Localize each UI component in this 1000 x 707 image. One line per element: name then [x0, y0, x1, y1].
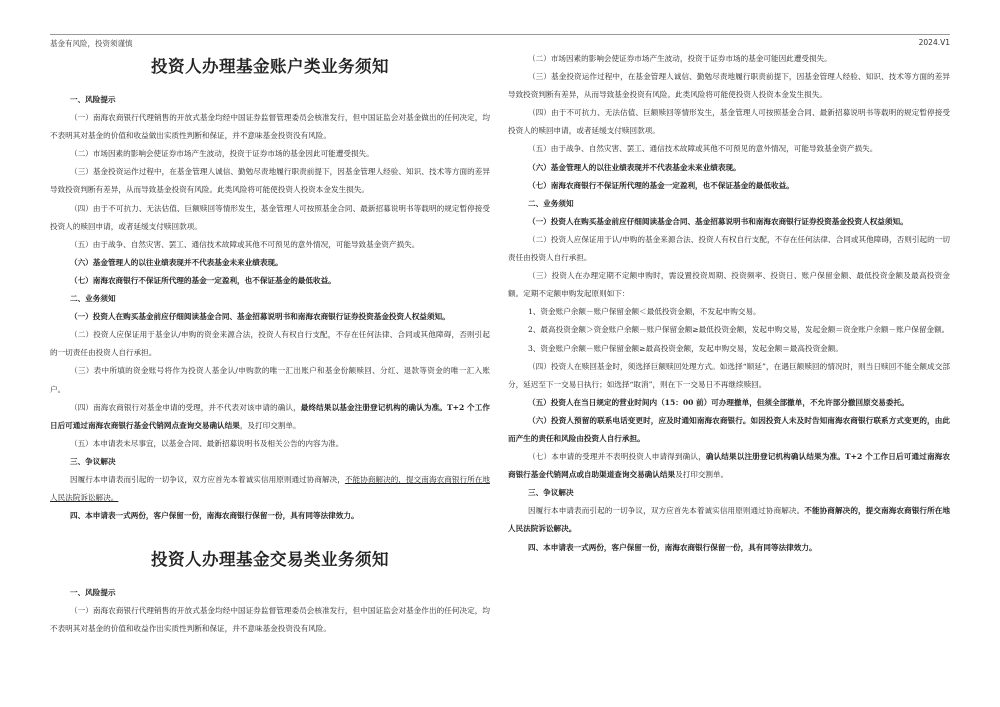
trade-risk-3: （三）基金投资运作过程中，在基金管理人诚信、勤勉尽责地履行职责前提下，因基金管理人经验、知识、技术等方面的差异导致投资判断有差异，从而导致基金投资有风险。此类风险将可能使投资人投资本金发生损失。: [508, 72, 950, 100]
trade-biz-7: [508, 448, 950, 484]
trade-biz-7-c: 及打印交割单。: [675, 470, 729, 480]
trade-risk-2: （二）市场因素的影响会使证券市场产生波动，投资于证券市场的基金可能因此遭受损失。: [528, 54, 832, 63]
account-notice-title: 投资人办理基金账户类业务须知: [151, 57, 389, 76]
trade-biz-2: （二）投资人应保证用于认/申购的基金来源合法、投资人有权自行支配，不存在任何法律、合同或其他障碍，否则引起的一切责任由投资人自行承担。: [508, 234, 950, 263]
trade-notice-title: 投资人办理基金交易类业务须知: [151, 550, 389, 570]
account-biz-4-b: 最终结果以基金注册登记机构的确认为准。T+2 个工作日后可通过南海农商银行基金代销网点查询交易确认结果: [50, 402, 490, 430]
account-risk-4: （四）由于不可抗力、无法估值、巨额赎回等情形发生，基金管理人可按照基金合同、最新招募说明书等载明的规定暂停接受投资人的赎回申请，或者延缓支付赎回款项。: [50, 203, 490, 231]
trade-risk-7: （七）南海农商银行不保证所代理的基金一定盈利，也不保证基金的最低收益。: [528, 180, 794, 190]
account-risk-5: （五）由于战争、自然灾害、罢工、通信技术故障或其他不可预见的意外情况，可能导致基金资产损失。: [70, 239, 420, 249]
trade-biz-heading: 二、业务须知: [528, 198, 574, 208]
account-copies: 四、本申请表一式两份，客户保留一份，南海农商银行保留一份，具有同等法律效力。: [70, 511, 359, 521]
trade-biz-5: （五）投资人在当日规定的营业时间内（15：00 前）可办理撤单，但须全部撤单，不允许部分撤回原交易委托。: [528, 397, 909, 407]
trade-dispute-b: 不能协商解决的，提交南海农商银行所在地人民法院诉讼解决。: [508, 506, 951, 534]
account-biz-4-c: ，及打印交割单。: [239, 420, 301, 430]
account-risk-3: （三）基金投资运作过程中，在基金管理人诚信、勤勉尽责地履行职责前提下，因基金管理人经验、知识、技术等方面的差异导致投资判断有差异，从而导致基金投资有风险。此类风险将可能使投资人投资本金发生损失。: [50, 167, 490, 195]
trade-biz-4: （四）投资人在赎回基金时，须选择巨额赎回处理方式。如选择“顺延”，在遇巨额赎回的情况时，则当日赎回不能全额成交部分，延迟至下一交易日执行；如选择“取消”，则在下一交易日不再继续赎回。: [508, 361, 950, 389]
trade-rule-2: 2、最高投资金额＞资金账户余额－账户保留金额≥最低投资金额，发起申购交易，发起金额＝资金账户余额－账户保留金额。: [528, 325, 950, 335]
account-biz-4: [50, 399, 490, 435]
account-dispute-a: 因履行本申请表而引起的一切争议，双方应首先本着诚实信用原则通过协商解决，: [70, 474, 345, 484]
trade-dispute-a: 因履行本申请表而引起的一切争议，双方应首先本着诚实信用原则通过协商解决。: [528, 506, 805, 516]
account-dispute: [50, 471, 490, 507]
account-biz-heading: 二、业务须知: [70, 294, 116, 304]
trade-dispute: [508, 502, 950, 538]
trade-biz-7-b: 确认结果以注册登记机构确认结果为准。T+2 个工作日后可通过南海农商银行基金代销网点或自助渠道查询交易确认结果: [508, 452, 951, 480]
trade-risk-1: （一）南海农商银行代理销售的开放式基金均经中国证券监督管理委员会核准发行，但中国证监会对基金作出的任何决定，均不表明其对基金的价值和收益作出实质性判断和保证，并不意味基金投资没有风险。: [50, 606, 490, 634]
account-risk-1: （一）南海农商银行代理销售的开放式基金均经中国证券监督管理委员会核准发行，但中国证监会对基金做出的任何决定，均不表明其对基金的价值和收益做出实质性判断和保证，并不意味基金投资没有风险。: [50, 113, 490, 141]
trade-risk-5: （五）由于战争、自然灾害、罢工、通信技术故障或其他不可预见的意外情况，可能导致基金资产损失。: [528, 144, 878, 154]
header-version: 2024.V1: [918, 38, 950, 47]
trade-risk-6: （六）基金管理人的以往业绩表现并不代表基金未来业绩表现。: [528, 162, 741, 172]
trade-biz-1: （一）投资人在购买基金前应仔细阅读基金合同、基金招募说明书和南海农商银行证券投资基金投资人权益须知。: [528, 216, 908, 226]
trade-rule-3: 3、资金账户余额－账户保留金额≥最高投资金额，发起申购交易，发起金额＝最高投资金额。: [528, 343, 843, 353]
trade-risk-4: （四）由于不可抗力、无法估值、巨额赎回等情形发生，基金管理人可按照基金合同、最新招募说明书等载明的规定暂停接受投资人的赎回申请，或者延缓支付赎回款项。: [508, 108, 950, 136]
account-risk-heading: 一、风险提示: [70, 95, 116, 104]
trade-dispute-heading: 三、争议解决: [528, 488, 574, 498]
trade-rule-1: 1、资金账户余额－账户保留金额＜最低投资金额，不发起申购交易。: [528, 307, 761, 317]
trade-biz-6: （六）投资人预留的联系电话变更时，应及时通知南海农商银行。如因投资人未及时告知南海农商银行联系方式变更的，由此而产生的责任和风险由投资人自行承担。: [508, 415, 950, 443]
trade-biz-3: （三）投资人在办理定期不定额申购时，需设置投资周期、投资频率、投资日、账户保留金额、最低投资金额及最高投资金额。定期不定额申购发起原则如下：: [508, 271, 950, 299]
account-dispute-b: 不能协商解决的，提交南海农商银行所在地人民法院诉讼解决。: [50, 474, 490, 503]
trade-risk-heading: 一、风险提示: [70, 588, 116, 598]
account-biz-4-a: （四）南海农商银行对基金申请的受理，并不代表对该申请的确认，: [70, 402, 301, 412]
left-column: [50, 50, 490, 639]
right-column: [508, 50, 950, 557]
trade-biz-7-a: （七）本申请的受理并不表明投资人申请得到确认，: [528, 452, 706, 462]
account-risk-2: （二）市场因素的影响会使证券市场产生波动，投资于证券市场的基金因此可能遭受损失。: [70, 149, 374, 159]
trade-copies: 四、本申请表一式两份，客户保留一份，南海农商银行保留一份，具有同等法律效力。: [528, 542, 817, 552]
account-biz-2: （二）投资人应保证用于基金认/申购的资金来源合法，投资人有权自行支配，不存在任何法律、合同或其他障碍，否则引起的一切责任由投资人自行承担。: [50, 330, 490, 358]
account-biz-5: （五）本申请表未尽事宜，以基金合同、最新招募说明书及相关公告的内容为准。: [70, 438, 344, 448]
header-risk-note: 基金有风险，投资须谨慎: [50, 39, 133, 48]
account-risk-7: （七）南海农商银行不保证所代理的基金一定盈利，也不保证基金的最低收益。: [70, 275, 336, 285]
account-biz-1: （一）投资人在购买基金前应仔细阅读基金合同、基金招募说明书和南海农商银行证券投资基金投资人权益须知。: [70, 312, 450, 322]
account-biz-3: （三）表中所填的资金账号将作为投资人基金认/申购款的唯一汇出账户和基金份额赎回、分红、退款等资金的唯一汇入账户。: [50, 366, 490, 394]
page-header: [50, 8, 950, 48]
account-risk-6: （六）基金管理人的以往业绩表现并不代表基金未来业绩表现。: [70, 257, 283, 267]
account-dispute-heading: 三、争议解决: [70, 456, 116, 466]
